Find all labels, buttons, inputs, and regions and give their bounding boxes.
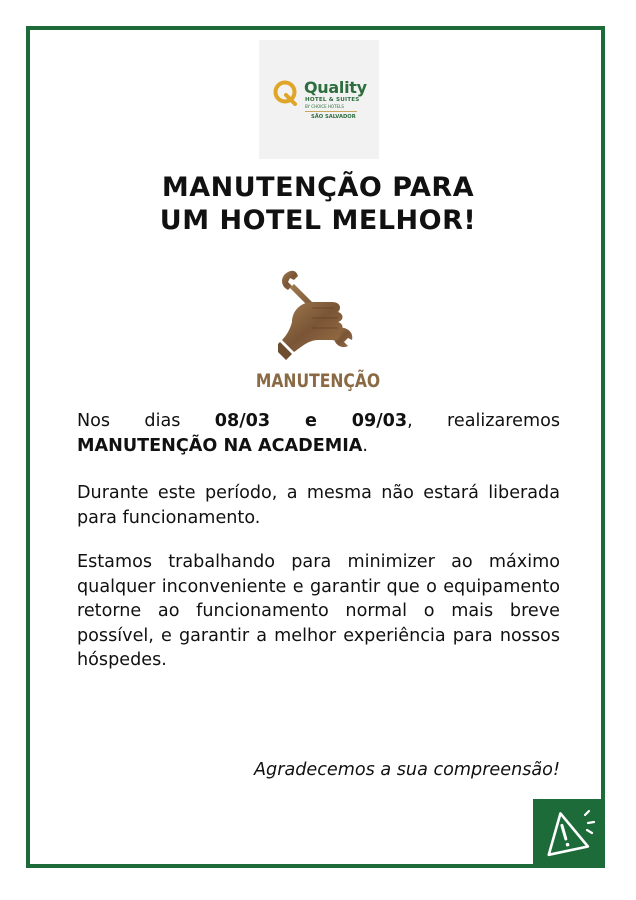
wrench-hand-icon bbox=[278, 268, 360, 360]
maintenance-area: MANUTENÇÃO NA ACADEMIA bbox=[77, 435, 363, 456]
paragraph-dates-text-a: Nos dias bbox=[77, 411, 215, 431]
headline-line-2: UM HOTEL MELHOR! bbox=[159, 205, 477, 236]
headline-line-1: MANUTENÇÃO PARA bbox=[161, 172, 475, 203]
paragraph-dates-text-d: . bbox=[362, 435, 368, 456]
paragraph-dates-text-b: , realizaremos bbox=[407, 411, 561, 431]
logo-divider bbox=[305, 111, 357, 112]
paragraph-availability: Durante este período, a mesma não estará liberada para funcionamento. bbox=[77, 483, 560, 528]
paragraph-commitment: Estamos trabalhando para minimizer ao máximo qualquer inconveniente e garantir que o equipamento retorne ao funcionamento normal o mais breve possível, e garantir a melhor experiência para nossos hóspedes. bbox=[77, 552, 560, 670]
quality-q-logo-icon bbox=[273, 80, 299, 106]
closing-thanks: Agradecemos a sua compreensão! bbox=[254, 760, 560, 780]
paragraph-dates bbox=[77, 409, 560, 458]
maintenance-label: MANUTENÇÃO bbox=[255, 370, 381, 392]
logo-byline: BY CHOICE HOTELS bbox=[305, 104, 344, 109]
maintenance-dates: 08/03 e 09/03 bbox=[214, 411, 408, 431]
logo-city: SÃO SALVADOR bbox=[311, 114, 356, 120]
warning-badge bbox=[533, 799, 605, 868]
logo-brand: Quality bbox=[304, 78, 367, 97]
logo-subtitle: HOTEL & SUITES bbox=[305, 97, 360, 103]
warning-icon bbox=[541, 807, 597, 861]
hotel-logo bbox=[259, 40, 379, 159]
